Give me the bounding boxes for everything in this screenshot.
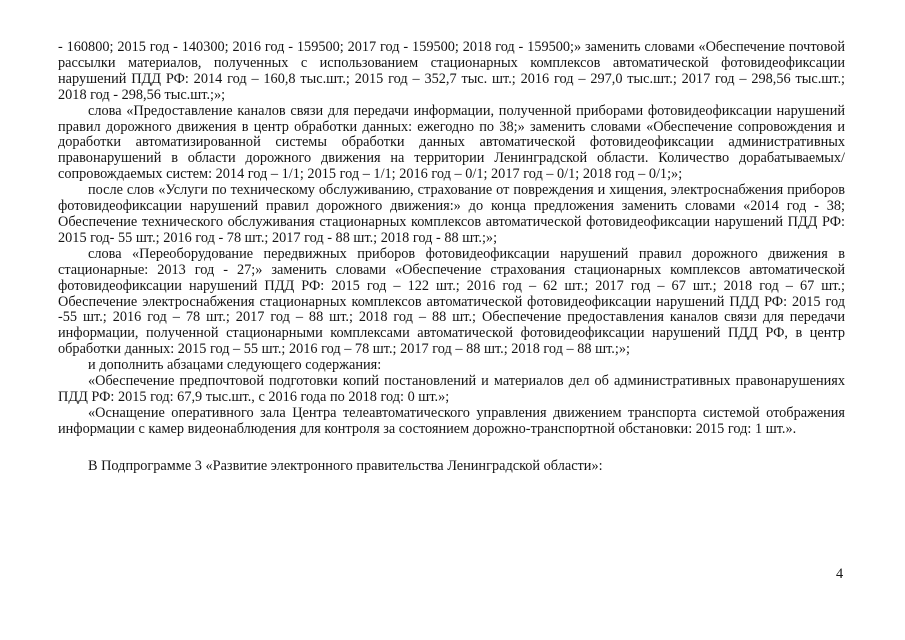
paragraph-technical-maintenance: после слов «Услуги по техническому обслуживанию, страхование от повреждения и хищения, электроснабжения приборов фотовидеофиксации нарушений правил дорожного движения:» до конца предложения заменить словами «2014 год - 38; Обеспечение технического обслуживания стационарных комплексов автоматической фотовидеофиксации нарушений ПДД РФ: 2015 год- 55 шт.; 2016 год - 78 шт.; 2017 год - 88 шт.; 2018 год - 88 шт.;»; (58, 182, 845, 246)
paragraph-postal-mailing: - 160800; 2015 год - 140300; 2016 год - 159500; 2017 год - 159500; 2018 год - 159500;» заменить словами «Обеспечение почтовой рассылки материалов, полученных с использованием стационарных комплексов автоматической фотовидеофиксации нарушений ПДД РФ: 2014 год – 160,8 тыс.шт.; 2015 год – 352,7 тыс. шт.; 2016 год – 297,0 тыс.шт.; 2017 год – 298,56 тыс.шт.; 2018 год - 298,56 тыс.шт.;»; (58, 39, 845, 103)
document-page (58, 40, 845, 475)
paragraph-operations-room: «Оснащение оперативного зала Центра телеавтоматического управления движением транспорта системой отображения информации с камер видеонаблюдения для контроля за состоянием дорожно-транспортной обстановки: 2015 год: 1 шт.». (58, 404, 845, 437)
paragraph-prepostal-preparation: «Обеспечение предпочтовой подготовки копий постановлений и материалов дел об административных правонарушениях ПДД РФ: 2015 год: 67,9 тыс.шт., с 2016 года по 2018 год: 0 шт.»; (58, 373, 845, 405)
section-heading-subprogram-3: В Подпрограмме 3 «Развитие электронного правительства Ленинградской области»: (88, 457, 603, 474)
paragraph-reequipment: слова «Переоборудование передвижных приборов фотовидеофиксации нарушений правил дорожного движения в стационарные: 2013 год - 27;» заменить словами «Обеспечение страхования стационарных комплексов автоматической фотовидеофиксации нарушений ПДД РФ: 2015 год – 122 шт.; 2016 год – 62 шт.; 2017 год – 67 шт.; 2018 год – 67 шт.; Обеспечение электроснабжения стационарных комплексов автоматической фотовидеофиксации нарушений ПДД РФ: 2015 год -55 шт.; 2016 год – 78 шт.; 2017 год – 88 шт.; 2018 год – 88 шт.; Обеспечение предоставления каналов связи для передачи информации, полученной стационарными комплексами автоматической фотовидеофиксации нарушений ПДД РФ, в центр обработки данных: 2015 год – 55 шт.; 2016 год – 78 шт.; 2017 год – 88 шт.; 2018 год – 88 шт.;»; (58, 245, 845, 358)
paragraph-communication-channels: слова «Предоставление каналов связи для передачи информации, полученной приборами фотовидеофиксации нарушений правил дорожного движения в центр обработки данных: ежегодно по 38;» заменить словами «Обеспечение сопровождения и доработки автоматизированной системы обработки данных автоматической фотовидеофиксации административных правонарушений в области дорожного движения на территории Ленинградской области. Количество дорабатываемых/сопровождаемых систем: 2014 год – 1/1; 2015 год – 1/1; 2016 год – 0/1; 2017 год – 0/1; 2018 год – 0/1;»; (58, 102, 845, 183)
page-number: 4 (836, 566, 844, 582)
paragraph-supplement-intro: и дополнить абзацами следующего содержания: (88, 357, 382, 374)
